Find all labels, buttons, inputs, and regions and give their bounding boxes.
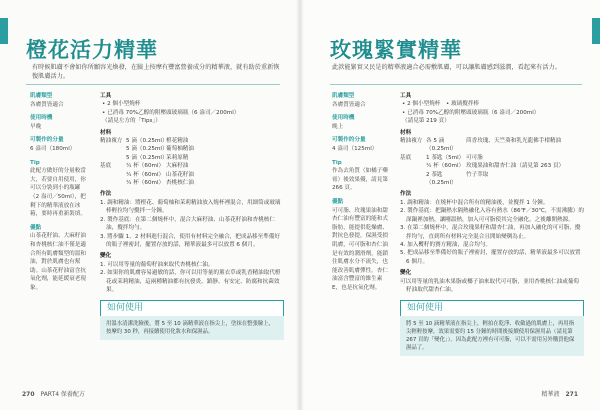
material-group: 基底	[100, 163, 112, 170]
material-group	[100, 154, 126, 162]
tools-heading: 工具	[100, 93, 112, 99]
benefits-label: 優點	[30, 224, 42, 231]
material-group	[400, 162, 426, 170]
section-divider	[26, 84, 280, 85]
skin-type-label: 肌膚類型	[30, 93, 53, 99]
material-amount: 1 茶匙（5ml）	[426, 154, 465, 161]
material-name: 茉莉原精	[166, 154, 189, 161]
yield-value: 6 盎司（180ml）	[30, 145, 76, 152]
section-divider	[330, 84, 582, 85]
page-tab-marker	[0, 18, 8, 44]
recipe-intro: 此款能緊實又民是的精華液適合必需敷肌膚，可以讓肌膚感到滋潤，看起來有活力。	[332, 64, 561, 71]
usage-time-value: 早晚	[30, 123, 42, 130]
material-row	[400, 171, 584, 188]
usage-box-title: 如何使用	[400, 300, 584, 315]
method-step: 5. 把成品移至準備好的瓶子裡密封，擺置存放的話，精華液最多可以放置 6 個月。	[400, 250, 581, 265]
material-row	[400, 154, 584, 162]
tool-item: （請見左方的「Tips」）	[102, 118, 161, 125]
material-row	[100, 162, 282, 170]
page-number: 270	[22, 391, 35, 398]
book-gutter	[296, 0, 304, 410]
benefits-label: 優點	[332, 198, 344, 205]
recipe-main	[400, 92, 584, 356]
material-amount: 2 茶匙（0.25ml）	[426, 171, 457, 187]
tools-heading: 工具	[400, 93, 412, 99]
material-group	[100, 179, 126, 187]
usage-box-body: 將 5 至 10 滴精華液在指尖上，輕拍在乾淨、收斂過的肌膚上，再用指尖輕輕按摩，效果需要約 15 分鐘的時間後接續使用保濕用品（請見第 267 頁的「變化」）。因為此配方裡有可可脂，可以不需用另外購買他保濕品了。	[400, 316, 584, 356]
recipe-sidebar	[332, 92, 388, 292]
usage-time-value: 晚上	[332, 123, 344, 130]
material-group	[100, 145, 126, 153]
material-name: 杏桃核仁油	[166, 180, 194, 187]
material-row	[100, 137, 282, 145]
yield-label: 可製作的分量	[30, 137, 64, 144]
tip-label: Tip	[332, 159, 342, 166]
variation-item: 可以用等量的乳油木果脂或椰子油來取代可可脂，並用杏桃核仁油或葡萄籽油取代甜杏仁油。	[400, 278, 580, 293]
method-steps	[400, 199, 584, 266]
method-heading: 作法	[100, 191, 112, 198]
material-amount: ¼ 杯（60ml）	[126, 171, 165, 178]
method-step: 4. 加入欖籽的賽方精油，混合均勻。	[400, 241, 492, 248]
material-name: 竹子萃取	[466, 171, 489, 178]
yield-label: 可製作的分量	[332, 137, 366, 144]
method-step: 2. 製作基底：在第二個燒杯中，混合大麻籽油、山茶花籽油和杏桃核仁油，攪拌均勻。	[100, 216, 275, 232]
running-section: PART4 保養配方	[40, 391, 85, 398]
method-heading: 作法	[400, 191, 412, 198]
variation-heading: 變化	[400, 270, 412, 277]
variation-item: 2. 如果你的肌膚容易過敏的話，你可以用等量的薰衣草或乳香精油取代橙花或茉莉精油，這兩種精油都有抗發炎、鎮靜、有安定、防腐和抗菌效果。	[100, 270, 281, 293]
variation-list	[400, 278, 584, 295]
tip-text: 此配方做好的分量較當大，若要自用使用，你可以分裝到小的瓶罐（2 盎司／50ml），把剩下的精華液放在冰箱，要時再重新裝填。	[30, 168, 86, 218]
material-group	[100, 171, 126, 179]
material-group: 基底	[400, 154, 412, 161]
material-amount: 5 滴（0.25ml）	[126, 138, 168, 145]
material-name: 葡萄柚精油	[166, 146, 194, 153]
method-steps	[100, 199, 282, 249]
method-step: 2. 製作基底：把鍋熱水隔熱融化入容有熱水（86℉／30℃，不需沸騰）的深鍋裡加熱，讓剛溫熱，加入可可脂使其完全融化，之後離開熱源。	[400, 208, 584, 223]
variation-heading: 變化	[100, 253, 112, 260]
material-amount: ¼ 杯（60ml）	[126, 180, 165, 187]
material-row	[100, 154, 282, 162]
material-group: 精油複方	[400, 138, 423, 145]
tool-item: （請見第 219 頁）	[402, 118, 450, 125]
material-group	[400, 171, 426, 188]
material-group: 精油複方	[100, 138, 123, 145]
skin-type-value: 各膚質皆適合	[332, 101, 366, 108]
material-amount: ¼ 杯（60ml）	[126, 163, 165, 170]
right-page	[300, 0, 600, 410]
page-tab-marker	[592, 18, 600, 44]
recipe-intro: 有時候肌膚不會如你所願容光煥發，在臉上按摩有豐富營養成分的精華液，就有助於重新恢復肌膚活力。	[32, 64, 280, 81]
material-name: 橙花精油	[166, 138, 189, 145]
page-footer	[22, 389, 85, 398]
material-name: 大麻籽油	[166, 163, 189, 170]
tool-item: • 2 個小型燒杯 • 玻璃攪拌棒	[402, 101, 480, 108]
recipe-main	[100, 92, 282, 340]
tip-label: Tip	[30, 159, 40, 166]
variation-list	[100, 261, 282, 295]
material-row	[100, 145, 282, 153]
usage-time-label: 使用時機	[332, 115, 355, 122]
skin-type-label: 肌膚類型	[332, 93, 355, 99]
benefits-text: 山茶花籽油、大麻籽油和杏桃核仁油不僅是適合所有肌膚類型的溫和油，對於肌膚也有幫助。山茶花籽油富含抗氧化劑，能延緩衰老現象。	[30, 233, 86, 291]
material-row	[100, 179, 282, 187]
skin-type-value: 各膚質皆適合	[30, 101, 64, 108]
method-step: 3. 在第二個燒杯中，混合玫瑰果籽和甜杏仁油，再加入融化的可可脂，攪拌均勻，直到所有材料完全混合且開始變稠為止。	[400, 225, 581, 240]
tool-item: • 2 個小型燒杯	[102, 101, 141, 108]
material-amount: 5 滴（0.25ml）	[126, 154, 168, 161]
tool-item: • 已消毒 70%乙醇的附壓頭玻璃瓶（6 盎司／200ml）	[102, 109, 240, 116]
materials-heading: 材料	[100, 129, 112, 136]
usage-time-label: 使用時機	[30, 115, 53, 122]
material-row	[400, 137, 584, 154]
material-amount: 5 滴（0.25ml）	[126, 146, 168, 153]
recipe-title: 玫瑰緊實精華	[330, 38, 462, 62]
running-section: 精華液	[541, 391, 560, 398]
materials-heading: 材料	[400, 129, 412, 136]
material-row	[100, 171, 282, 179]
usage-box-title: 如何使用	[100, 300, 284, 315]
method-step: 1. 調和精油：將橙花、葡萄柚和茉莉精油放入燒杯裡混合，用細筒或玻璃棒輕拉均勻攪拌一分鐘。	[100, 199, 281, 215]
recipe-title: 橙花活力精華	[26, 38, 158, 62]
usage-box-body: 用溫水清潔洗臉後，將 5 至 10 滴精華液在指尖上，塗抹在整張臉上，按摩約 30 秒，再接續使用化妝水和保濕品。	[100, 316, 284, 340]
material-amount: 各 5 滴（0.25ml）	[426, 138, 457, 153]
yield-value: 4 盎司（125ml）	[332, 145, 378, 152]
tool-item: • 已消毒 70%乙醇的附壓頭玻璃瓶（6 盎司／200ml）	[402, 109, 540, 116]
material-row	[400, 162, 584, 170]
material-name: 茴香玫瑰、天竺葵和乳光龍佛手柑精油	[466, 138, 562, 145]
recipe-sidebar	[30, 92, 86, 292]
material-name: 山茶花籽油	[166, 171, 194, 178]
page-footer	[542, 389, 578, 398]
method-step: 3. 將步驟 1、2 材料進行混合，使用有材料完全融合，把成品移至準備好的瓶子裡密封，擺置存放的話，精華液最多可以放置 6 個月。	[100, 233, 281, 248]
tip-text: 作為去角質（如橘子藥膏）後效果優，請見第 266 頁。	[332, 168, 388, 192]
variation-item: 1. 可以用等量的葡萄籽油來取代杏桃核仁油。	[100, 261, 214, 268]
page-number: 271	[565, 391, 578, 398]
material-name: 玫瑰果油和甜杏仁油（請見第 263 頁）	[466, 163, 565, 170]
benefits-text: 可可脂、玫瑰果油和甜杏仁油有豐富的能和式脂肪，能提供乾燥膚、對抗色發提，保濕受損肌膚，可可脂和杏仁油是有效的潤滑劑，能鎖住肌膚水分不流失，也能改善肌膚彈性。杏仁油富含豐富的維生素 E，也是抗氧化劑。	[332, 207, 388, 291]
material-amount: ¼ 杯（60ml）	[426, 163, 465, 170]
material-name: 可可脂	[466, 154, 483, 161]
method-step: 1. 調和精油：在燒杯中混合所有的精油後，並攪拌 1 分鐘。	[400, 199, 549, 206]
